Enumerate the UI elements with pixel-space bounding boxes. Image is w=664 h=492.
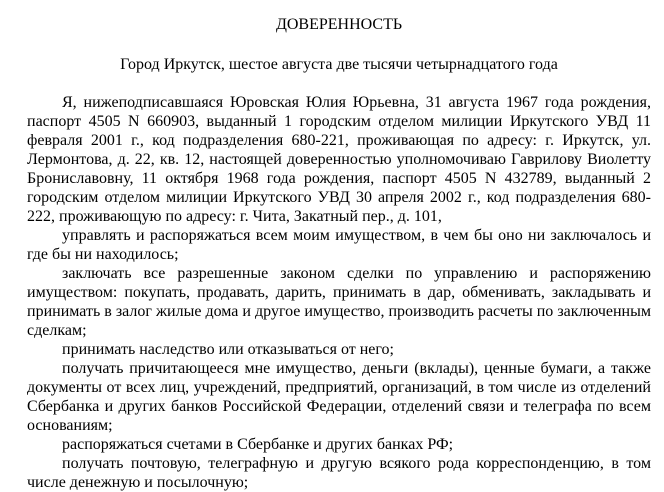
document-body bbox=[27, 93, 651, 492]
paragraph-inheritance: принимать наследство или отказываться от него; bbox=[62, 341, 394, 358]
place-and-date: Город Иркутск, шестое августа две тысячи четырнадцатого года bbox=[120, 56, 558, 73]
paragraph-principal-and-agent: Я, нижеподписавшаяся Юровская Юлия Юрьевна, 31 августа 1967 года рождения, паспорт 4505 N 660903, выданный 1 городским отделом милиции Иркутского УВД 11 февраля 2001 г., код подразделения 680-221, проживающая по адресу: г. Иркутск, ул. Лермонтова, д. 22, кв. 12, настоящей доверенностью уполномочиваю Гаврилову Виолетту Брониславовну, 11 октября 1968 года рождения, паспорт 4505 N 432789, выданный 2 городским отделом милиции Иркутского УВД 30 апреля 2002 г., код подразделения 680-222, проживающую по адресу: г. Чита, Закатный пер., д. 101, bbox=[27, 94, 651, 225]
paragraph-conclude-deals: заключать все разрешенные законом сделки по управлению и распоряжению имуществом: покупать, продавать, дарить, принимать в дар, обменивать, закладывать и принимать в залог жилые дома и другое имущество, производить расчеты по заключенным сделкам; bbox=[27, 265, 651, 339]
paragraph-manage-property: управлять и распоряжаться всем моим имуществом, в чем бы оно ни заключалось и где бы ни находилось; bbox=[27, 227, 651, 263]
paragraph-correspondence: получать почтовую, телеграфную и другую всякого рода корреспонденцию, в том числе денежную и посылочную; bbox=[27, 455, 651, 491]
paragraph-bank-accounts: распоряжаться счетами в Сбербанке и других банках РФ; bbox=[62, 436, 454, 453]
document-title: ДОВЕРЕННОСТЬ bbox=[275, 16, 403, 33]
paragraph-receive-property: получать причитающееся мне имущество, деньги (вклады), ценные бумаги, а также документы от всех лиц, учреждений, предприятий, организаций, в том числе из отделений Сбербанка и других банков Российской Федерации, отделений связи и телеграфа по всем основаниям; bbox=[27, 360, 651, 434]
